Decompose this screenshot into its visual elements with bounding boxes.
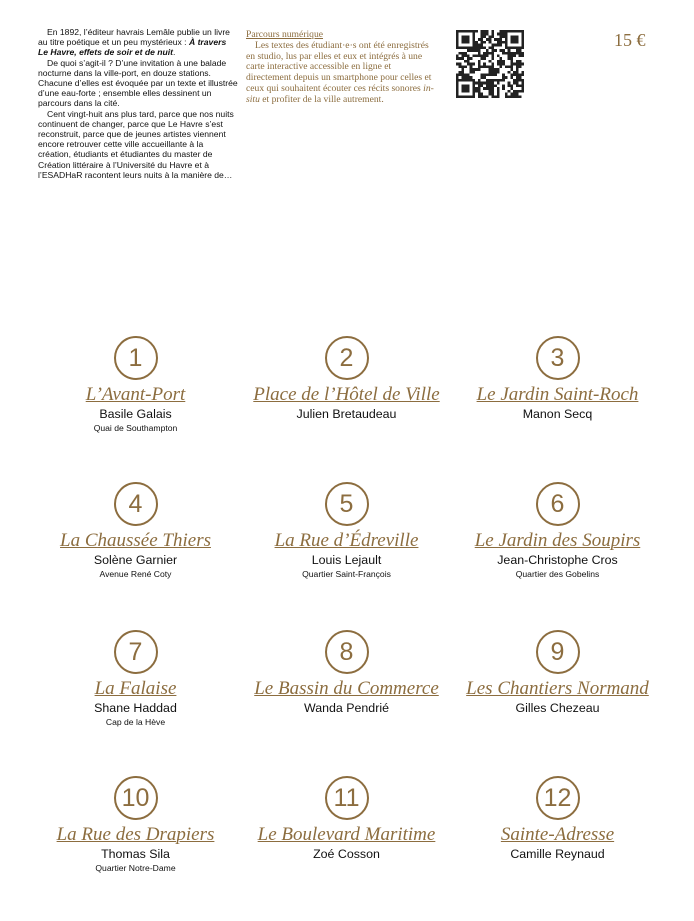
price-label: 15 € (614, 30, 646, 50)
station-number-badge: 3 (536, 336, 580, 380)
station-author: Camille Reynaud (510, 847, 605, 861)
station-author: Zoé Cosson (313, 847, 380, 861)
station-number-badge: 4 (114, 482, 158, 526)
station-place-link[interactable]: L’Avant-Port (85, 384, 186, 405)
station-author: Louis Lejault (311, 553, 382, 567)
station-place-link[interactable]: La Chaussée Thiers (60, 530, 211, 551)
station-location: Quai de Southampton (93, 423, 178, 433)
station-author: Manon Secq (522, 407, 593, 421)
station-location: Cap de la Hève (105, 717, 166, 727)
station-number-badge: 10 (114, 776, 158, 820)
station-place-link[interactable]: Place de l’Hôtel de Ville (253, 384, 440, 405)
station-1 (30, 336, 241, 434)
parcours-text-em: in-situ (246, 82, 434, 105)
station-author: Wanda Pendrié (304, 701, 389, 715)
station-location: Quartier Saint-François (302, 569, 391, 579)
station-number-badge: 11 (325, 776, 369, 820)
station-author: Jean-Christophe Cros (497, 553, 618, 567)
station-author: Julien Bretaudeau (296, 407, 397, 421)
intro-paragraph-2: De quoi s’agit-il ? D’une invitation à une balade nocturne dans la ville-port, en douze stations. Chacune d’elles est évoquée par un texte et illustrée d’une eau-forte ; ensemble elles dessinent un parcours dans la cité. (38, 57, 238, 109)
station-number-badge: 6 (536, 482, 580, 526)
station-number-badge: 1 (114, 336, 158, 380)
station-4 (30, 482, 241, 580)
station-5 (241, 482, 452, 580)
station-number-badge: 7 (114, 630, 158, 674)
station-location: Avenue René Coty (99, 569, 172, 579)
station-number-badge: 9 (536, 630, 580, 674)
parcours-text-b: et profiter de la ville autrement. (259, 93, 384, 105)
station-place-link[interactable]: La Rue d’Édreville (274, 530, 419, 551)
station-12 (452, 776, 663, 861)
station-6 (452, 482, 663, 580)
station-place-link[interactable]: Le Jardin Saint-Roch (476, 384, 639, 405)
intro-p1-text: En 1892, l’éditeur havrais Lemâle publie un livre au titre poétique et un peu mystérieux : (38, 27, 230, 48)
intro-p1-end: . (173, 47, 176, 58)
station-author: Basile Galais (99, 407, 172, 421)
station-8 (241, 630, 452, 715)
intro-paragraph-1 (38, 27, 238, 58)
station-place-link[interactable]: La Rue des Drapiers (56, 824, 215, 845)
book-title: À travers Le Havre, effets de soir et de nuit (38, 37, 227, 58)
intro-paragraph-3: Cent vingt-huit ans plus tard, parce que nos nuits continuent de changer, parce que Le Havre s’est reconstruit, parce que de jeunes artistes viennent encore retrouver cette ville accueillante à la création, étudiants et étudiantes du master de Création littéraire à l’Université du Havre et à l’ESADHaR racontent leurs nuits à la manière de… (38, 108, 234, 180)
station-place-link[interactable]: Les Chantiers Normand (466, 678, 649, 699)
station-10 (30, 776, 241, 874)
station-number-badge: 5 (325, 482, 369, 526)
station-number-badge: 8 (325, 630, 369, 674)
station-2 (241, 336, 452, 421)
station-7 (30, 630, 241, 728)
parcours-title: Parcours numérique (246, 29, 323, 40)
station-9 (452, 630, 663, 715)
station-place-link[interactable]: Le Jardin des Soupirs (474, 530, 641, 551)
intro-text (38, 27, 238, 180)
station-author: Solène Garnier (93, 553, 178, 567)
station-author: Shane Haddad (94, 701, 177, 715)
parcours-numerique (246, 30, 436, 106)
station-place-link[interactable]: Le Boulevard Maritime (257, 824, 436, 845)
station-11 (241, 776, 452, 861)
station-author: Thomas Sila (101, 847, 170, 861)
station-author: Gilles Chezeau (515, 701, 600, 715)
station-3 (452, 336, 663, 421)
station-location: Quartier des Gobelins (515, 569, 600, 579)
station-location: Quartier Notre-Dame (95, 863, 176, 873)
station-place-link[interactable]: La Falaise (94, 678, 177, 699)
qr-code-icon[interactable] (456, 30, 524, 98)
station-number-badge: 2 (325, 336, 369, 380)
parcours-text (246, 41, 436, 106)
station-place-link[interactable]: Le Bassin du Commerce (254, 678, 439, 699)
station-place-link[interactable]: Sainte-Adresse (500, 824, 615, 845)
station-number-badge: 12 (536, 776, 580, 820)
parcours-text-a: Les textes des étudiant·e·s ont été enregistrés en studio, lus par elles et eux et intégrés à une carte interactive accessible en ligne et directement depuis un smartphone pour celles et ceux qui souhaitent écouter ces récits sonores (246, 39, 432, 94)
